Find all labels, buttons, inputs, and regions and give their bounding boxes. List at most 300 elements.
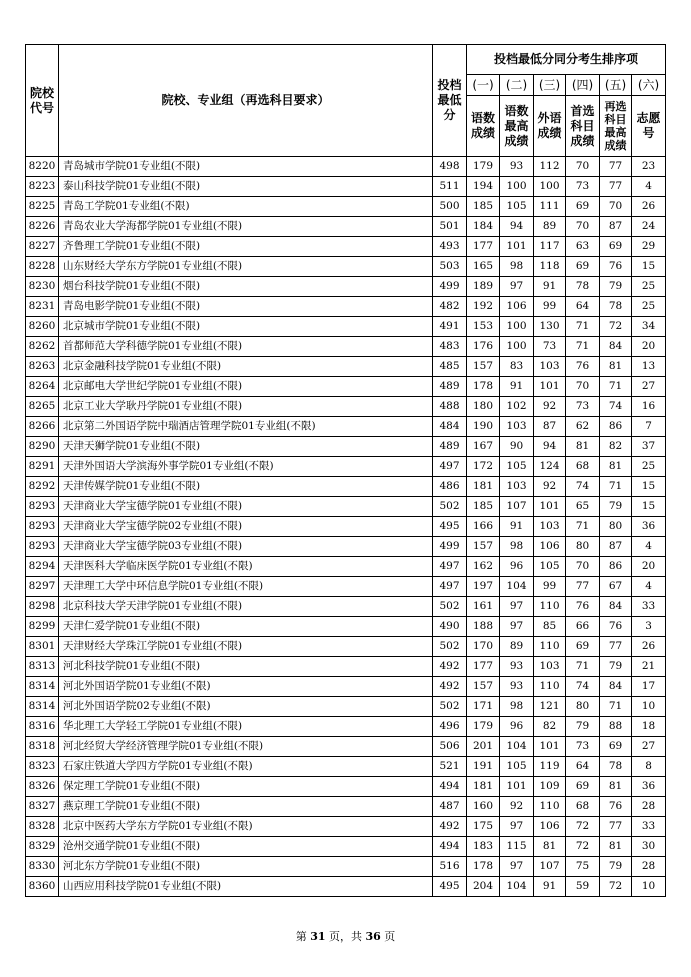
cell-foreign-language-score: 101 — [534, 377, 566, 397]
cell-reselect-highest-score: 79 — [600, 857, 632, 877]
cell-preference-number: 33 — [632, 817, 666, 837]
cell-min-score: 494 — [433, 777, 467, 797]
cell-min-score: 502 — [433, 597, 467, 617]
cell-preference-number: 21 — [632, 657, 666, 677]
cell-reselect-highest-score: 76 — [600, 617, 632, 637]
cell-foreign-language-score: 101 — [534, 497, 566, 517]
cell-chinese-math-highest: 93 — [500, 677, 534, 697]
cell-school-group: 河北东方学院01专业组(不限) — [59, 857, 433, 877]
cell-min-score: 502 — [433, 497, 467, 517]
cell-chinese-math-score: 185 — [467, 197, 500, 217]
cell-chinese-math-score: 201 — [467, 737, 500, 757]
cell-reselect-highest-score: 81 — [600, 357, 632, 377]
cell-chinese-math-score: 171 — [467, 697, 500, 717]
cell-school-code: 8263 — [26, 357, 59, 377]
cell-chinese-math-score: 170 — [467, 637, 500, 657]
cell-preference-number: 18 — [632, 717, 666, 737]
cell-foreign-language-score: 110 — [534, 597, 566, 617]
cell-chinese-math-highest: 91 — [500, 517, 534, 537]
cell-chinese-math-score: 166 — [467, 517, 500, 537]
footer-suffix: 页 — [380, 930, 396, 943]
cell-foreign-language-score: 103 — [534, 517, 566, 537]
cell-foreign-language-score: 73 — [534, 337, 566, 357]
cell-first-subject-score: 64 — [566, 297, 600, 317]
cell-chinese-math-score: 197 — [467, 577, 500, 597]
cell-preference-number: 20 — [632, 337, 666, 357]
header-rank-number: (三) — [534, 75, 566, 96]
cell-chinese-math-highest: 89 — [500, 637, 534, 657]
cell-first-subject-score: 81 — [566, 437, 600, 457]
cell-first-subject-score: 69 — [566, 777, 600, 797]
cell-first-subject-score: 72 — [566, 837, 600, 857]
cell-school-group: 北京科技大学天津学院01专业组(不限) — [59, 597, 433, 617]
cell-min-score: 482 — [433, 297, 467, 317]
cell-foreign-language-score: 87 — [534, 417, 566, 437]
cell-school-group: 北京第二外国语学院中瑞酒店管理学院01专业组(不限) — [59, 417, 433, 437]
cell-foreign-language-score: 109 — [534, 777, 566, 797]
header-rank-number: (六) — [632, 75, 666, 96]
cell-chinese-math-highest: 106 — [500, 297, 534, 317]
cell-chinese-math-highest: 105 — [500, 757, 534, 777]
cell-chinese-math-highest: 104 — [500, 577, 534, 597]
cell-chinese-math-highest: 103 — [500, 477, 534, 497]
cell-foreign-language-score: 85 — [534, 617, 566, 637]
cell-school-code: 8326 — [26, 777, 59, 797]
cell-school-group: 河北外国语学院02专业组(不限) — [59, 697, 433, 717]
cell-foreign-language-score: 106 — [534, 817, 566, 837]
cell-min-score: 499 — [433, 537, 467, 557]
cell-school-group: 山东财经大学东方学院01专业组(不限) — [59, 257, 433, 277]
cell-chinese-math-highest: 97 — [500, 817, 534, 837]
cell-min-score: 489 — [433, 377, 467, 397]
cell-chinese-math-highest: 104 — [500, 877, 534, 897]
cell-foreign-language-score: 81 — [534, 837, 566, 857]
cell-first-subject-score: 76 — [566, 357, 600, 377]
cell-school-group: 天津财经大学珠江学院01专业组(不限) — [59, 637, 433, 657]
cell-reselect-highest-score: 86 — [600, 557, 632, 577]
table-row — [26, 777, 666, 797]
cell-foreign-language-score: 112 — [534, 157, 566, 177]
cell-chinese-math-score: 153 — [467, 317, 500, 337]
cell-first-subject-score: 76 — [566, 597, 600, 617]
header-rank-item: 语数最高成绩 — [500, 96, 534, 157]
cell-foreign-language-score: 111 — [534, 197, 566, 217]
cell-foreign-language-score: 117 — [534, 237, 566, 257]
header-rank-item: 外语成绩 — [534, 96, 566, 157]
cell-chinese-math-highest: 100 — [500, 337, 534, 357]
cell-chinese-math-score: 162 — [467, 557, 500, 577]
table-row — [26, 417, 666, 437]
cell-school-group: 山西应用科技学院01专业组(不限) — [59, 877, 433, 897]
cell-school-group: 青岛城市学院01专业组(不限) — [59, 157, 433, 177]
table-row — [26, 717, 666, 737]
header-ranking-group: 投档最低分同分考生排序项 — [467, 45, 666, 75]
table-row — [26, 497, 666, 517]
cell-reselect-highest-score: 74 — [600, 397, 632, 417]
cell-school-code: 8290 — [26, 437, 59, 457]
cell-chinese-math-highest: 92 — [500, 797, 534, 817]
cell-chinese-math-highest: 98 — [500, 257, 534, 277]
cell-chinese-math-highest: 97 — [500, 617, 534, 637]
cell-foreign-language-score: 118 — [534, 257, 566, 277]
cell-min-score: 500 — [433, 197, 467, 217]
header-rank-item: 语数成绩 — [467, 96, 500, 157]
cell-chinese-math-score: 189 — [467, 277, 500, 297]
cell-chinese-math-highest: 96 — [500, 717, 534, 737]
cell-school-code: 8223 — [26, 177, 59, 197]
cell-chinese-math-highest: 94 — [500, 217, 534, 237]
cell-school-group: 泰山科技学院01专业组(不限) — [59, 177, 433, 197]
cell-first-subject-score: 69 — [566, 257, 600, 277]
cell-first-subject-score: 68 — [566, 797, 600, 817]
cell-school-code: 8226 — [26, 217, 59, 237]
cell-school-group: 天津商业大学宝德学院03专业组(不限) — [59, 537, 433, 557]
cell-foreign-language-score: 110 — [534, 677, 566, 697]
cell-preference-number: 4 — [632, 177, 666, 197]
cell-foreign-language-score: 100 — [534, 177, 566, 197]
header-rank-item: 首选科目成绩 — [566, 96, 600, 157]
cell-foreign-language-score: 91 — [534, 877, 566, 897]
cell-reselect-highest-score: 79 — [600, 277, 632, 297]
cell-school-group: 烟台科技学院01专业组(不限) — [59, 277, 433, 297]
cell-reselect-highest-score: 79 — [600, 657, 632, 677]
cell-reselect-highest-score: 86 — [600, 417, 632, 437]
table-row — [26, 797, 666, 817]
cell-chinese-math-score: 177 — [467, 657, 500, 677]
cell-first-subject-score: 78 — [566, 277, 600, 297]
cell-preference-number: 34 — [632, 317, 666, 337]
cell-min-score: 484 — [433, 417, 467, 437]
cell-chinese-math-score: 181 — [467, 477, 500, 497]
cell-reselect-highest-score: 71 — [600, 377, 632, 397]
cell-foreign-language-score: 107 — [534, 857, 566, 877]
cell-first-subject-score: 71 — [566, 657, 600, 677]
table-row — [26, 817, 666, 837]
cell-school-group: 石家庄铁道大学四方学院01专业组(不限) — [59, 757, 433, 777]
cell-chinese-math-highest: 97 — [500, 597, 534, 617]
cell-school-code: 8225 — [26, 197, 59, 217]
cell-chinese-math-score: 192 — [467, 297, 500, 317]
cell-school-code: 8231 — [26, 297, 59, 317]
cell-preference-number: 23 — [632, 157, 666, 177]
table-row — [26, 337, 666, 357]
cell-school-group: 天津商业大学宝德学院02专业组(不限) — [59, 517, 433, 537]
cell-reselect-highest-score: 71 — [600, 477, 632, 497]
cell-chinese-math-score: 204 — [467, 877, 500, 897]
cell-first-subject-score: 71 — [566, 517, 600, 537]
cell-preference-number: 8 — [632, 757, 666, 777]
table-row — [26, 257, 666, 277]
cell-school-code: 8323 — [26, 757, 59, 777]
table-row — [26, 737, 666, 757]
cell-min-score: 486 — [433, 477, 467, 497]
table-row — [26, 157, 666, 177]
cell-min-score: 497 — [433, 557, 467, 577]
cell-min-score: 492 — [433, 657, 467, 677]
cell-preference-number: 36 — [632, 517, 666, 537]
table-row — [26, 537, 666, 557]
cell-min-score: 495 — [433, 517, 467, 537]
cell-chinese-math-score: 185 — [467, 497, 500, 517]
table-row — [26, 577, 666, 597]
cell-first-subject-score: 71 — [566, 337, 600, 357]
cell-reselect-highest-score: 87 — [600, 537, 632, 557]
table-row — [26, 657, 666, 677]
cell-foreign-language-score: 82 — [534, 717, 566, 737]
cell-preference-number: 4 — [632, 577, 666, 597]
cell-chinese-math-score: 191 — [467, 757, 500, 777]
header-rank-item: 再选科目最高成绩 — [600, 96, 632, 157]
header-rank-item: 志愿号 — [632, 96, 666, 157]
cell-chinese-math-highest: 98 — [500, 537, 534, 557]
cell-reselect-highest-score: 72 — [600, 317, 632, 337]
cell-reselect-highest-score: 78 — [600, 757, 632, 777]
cell-school-code: 8328 — [26, 817, 59, 837]
cell-first-subject-score: 65 — [566, 497, 600, 517]
cell-chinese-math-score: 160 — [467, 797, 500, 817]
cell-min-score: 506 — [433, 737, 467, 757]
header-rank-number: (二) — [500, 75, 534, 96]
cell-foreign-language-score: 99 — [534, 297, 566, 317]
cell-preference-number: 4 — [632, 537, 666, 557]
cell-reselect-highest-score: 84 — [600, 337, 632, 357]
cell-chinese-math-highest: 91 — [500, 377, 534, 397]
cell-chinese-math-score: 167 — [467, 437, 500, 457]
table-row — [26, 857, 666, 877]
cell-chinese-math-highest: 105 — [500, 197, 534, 217]
cell-foreign-language-score: 106 — [534, 537, 566, 557]
cell-reselect-highest-score: 77 — [600, 177, 632, 197]
cell-first-subject-score: 75 — [566, 857, 600, 877]
cell-first-subject-score: 69 — [566, 197, 600, 217]
table-row — [26, 677, 666, 697]
cell-first-subject-score: 74 — [566, 477, 600, 497]
table-row — [26, 697, 666, 717]
cell-school-group: 天津外国语大学滨海外事学院01专业组(不限) — [59, 457, 433, 477]
cell-first-subject-score: 62 — [566, 417, 600, 437]
cell-chinese-math-score: 178 — [467, 377, 500, 397]
cell-preference-number: 15 — [632, 477, 666, 497]
cell-preference-number: 25 — [632, 457, 666, 477]
cell-min-score: 485 — [433, 357, 467, 377]
cell-school-code: 8298 — [26, 597, 59, 617]
cell-preference-number: 7 — [632, 417, 666, 437]
table-row — [26, 237, 666, 257]
cell-reselect-highest-score: 78 — [600, 297, 632, 317]
cell-first-subject-score: 59 — [566, 877, 600, 897]
table-row — [26, 277, 666, 297]
cell-chinese-math-score: 181 — [467, 777, 500, 797]
cell-chinese-math-score: 157 — [467, 537, 500, 557]
cell-preference-number: 30 — [632, 837, 666, 857]
cell-foreign-language-score: 130 — [534, 317, 566, 337]
cell-min-score: 516 — [433, 857, 467, 877]
footer-prefix: 第 — [295, 930, 311, 943]
cell-chinese-math-score: 176 — [467, 337, 500, 357]
cell-chinese-math-score: 172 — [467, 457, 500, 477]
cell-reselect-highest-score: 84 — [600, 597, 632, 617]
cell-foreign-language-score: 91 — [534, 277, 566, 297]
cell-reselect-highest-score: 84 — [600, 677, 632, 697]
cell-first-subject-score: 70 — [566, 557, 600, 577]
cell-first-subject-score: 80 — [566, 697, 600, 717]
table-row — [26, 877, 666, 897]
cell-preference-number: 36 — [632, 777, 666, 797]
table-row — [26, 197, 666, 217]
cell-foreign-language-score: 89 — [534, 217, 566, 237]
cell-first-subject-score: 77 — [566, 577, 600, 597]
cell-school-group: 青岛农业大学海都学院01专业组(不限) — [59, 217, 433, 237]
header-rank-number: (一) — [467, 75, 500, 96]
cell-preference-number: 15 — [632, 257, 666, 277]
table-row — [26, 217, 666, 237]
cell-school-code: 8318 — [26, 737, 59, 757]
cell-min-score: 489 — [433, 437, 467, 457]
cell-chinese-math-score: 184 — [467, 217, 500, 237]
cell-school-group: 天津传媒学院01专业组(不限) — [59, 477, 433, 497]
cell-chinese-math-highest: 102 — [500, 397, 534, 417]
cell-preference-number: 29 — [632, 237, 666, 257]
cell-preference-number: 27 — [632, 737, 666, 757]
cell-reselect-highest-score: 80 — [600, 517, 632, 537]
cell-first-subject-score: 66 — [566, 617, 600, 637]
cell-first-subject-score: 69 — [566, 637, 600, 657]
cell-chinese-math-score: 179 — [467, 717, 500, 737]
cell-min-score: 502 — [433, 637, 467, 657]
cell-school-group: 天津商业大学宝德学院01专业组(不限) — [59, 497, 433, 517]
cell-foreign-language-score: 110 — [534, 637, 566, 657]
cell-first-subject-score: 70 — [566, 157, 600, 177]
current-page-number: 31 — [310, 930, 326, 943]
cell-chinese-math-highest: 93 — [500, 657, 534, 677]
cell-foreign-language-score: 103 — [534, 657, 566, 677]
cell-preference-number: 25 — [632, 297, 666, 317]
cell-reselect-highest-score: 81 — [600, 457, 632, 477]
cell-foreign-language-score: 110 — [534, 797, 566, 817]
cell-min-score: 493 — [433, 237, 467, 257]
cell-chinese-math-highest: 103 — [500, 417, 534, 437]
cell-first-subject-score: 64 — [566, 757, 600, 777]
cell-reselect-highest-score: 77 — [600, 157, 632, 177]
cell-min-score: 492 — [433, 677, 467, 697]
cell-school-code: 8227 — [26, 237, 59, 257]
cell-school-group: 河北科技学院01专业组(不限) — [59, 657, 433, 677]
cell-chinese-math-highest: 107 — [500, 497, 534, 517]
cell-school-code: 8265 — [26, 397, 59, 417]
cell-chinese-math-highest: 97 — [500, 857, 534, 877]
cell-chinese-math-highest: 104 — [500, 737, 534, 757]
cell-school-group: 保定理工学院01专业组(不限) — [59, 777, 433, 797]
cell-reselect-highest-score: 77 — [600, 637, 632, 657]
cell-chinese-math-highest: 90 — [500, 437, 534, 457]
cell-reselect-highest-score: 71 — [600, 697, 632, 717]
page-footer — [0, 928, 691, 944]
cell-min-score: 501 — [433, 217, 467, 237]
cell-first-subject-score: 73 — [566, 397, 600, 417]
cell-reselect-highest-score: 87 — [600, 217, 632, 237]
cell-preference-number: 13 — [632, 357, 666, 377]
cell-first-subject-score: 73 — [566, 737, 600, 757]
cell-min-score: 497 — [433, 577, 467, 597]
cell-preference-number: 24 — [632, 217, 666, 237]
cell-chinese-math-highest: 115 — [500, 837, 534, 857]
cell-first-subject-score: 73 — [566, 177, 600, 197]
cell-preference-number: 25 — [632, 277, 666, 297]
cell-min-score: 488 — [433, 397, 467, 417]
cell-school-group: 天津仁爱学院01专业组(不限) — [59, 617, 433, 637]
cell-school-code: 8228 — [26, 257, 59, 277]
cell-first-subject-score: 74 — [566, 677, 600, 697]
cell-school-code: 8314 — [26, 697, 59, 717]
table-row — [26, 297, 666, 317]
cell-chinese-math-highest: 100 — [500, 177, 534, 197]
cell-preference-number: 28 — [632, 797, 666, 817]
header-school-code: 院校代号 — [26, 45, 59, 157]
cell-chinese-math-highest: 83 — [500, 357, 534, 377]
table-row — [26, 397, 666, 417]
table-row — [26, 457, 666, 477]
cell-min-score: 494 — [433, 837, 467, 857]
cell-chinese-math-highest: 100 — [500, 317, 534, 337]
cell-school-code: 8293 — [26, 497, 59, 517]
cell-school-group: 北京邮电大学世纪学院01专业组(不限) — [59, 377, 433, 397]
cell-chinese-math-score: 157 — [467, 677, 500, 697]
admission-score-table — [25, 44, 666, 897]
cell-min-score: 487 — [433, 797, 467, 817]
cell-first-subject-score: 79 — [566, 717, 600, 737]
cell-reselect-highest-score: 88 — [600, 717, 632, 737]
cell-chinese-math-highest: 96 — [500, 557, 534, 577]
table-row — [26, 617, 666, 637]
cell-school-code: 8293 — [26, 517, 59, 537]
cell-chinese-math-score: 190 — [467, 417, 500, 437]
cell-first-subject-score: 80 — [566, 537, 600, 557]
cell-chinese-math-score: 179 — [467, 157, 500, 177]
cell-first-subject-score: 70 — [566, 217, 600, 237]
cell-foreign-language-score: 124 — [534, 457, 566, 477]
cell-school-code: 8301 — [26, 637, 59, 657]
cell-chinese-math-score: 165 — [467, 257, 500, 277]
footer-middle: 页，共 — [325, 930, 366, 943]
cell-school-code: 8266 — [26, 417, 59, 437]
cell-first-subject-score: 63 — [566, 237, 600, 257]
cell-reselect-highest-score: 81 — [600, 777, 632, 797]
table-header — [26, 45, 666, 157]
cell-preference-number: 28 — [632, 857, 666, 877]
cell-school-code: 8230 — [26, 277, 59, 297]
cell-reselect-highest-score: 70 — [600, 197, 632, 217]
cell-reselect-highest-score: 69 — [600, 737, 632, 757]
cell-preference-number: 26 — [632, 637, 666, 657]
cell-chinese-math-highest: 97 — [500, 277, 534, 297]
cell-school-group: 北京中医药大学东方学院01专业组(不限) — [59, 817, 433, 837]
cell-first-subject-score: 70 — [566, 377, 600, 397]
cell-preference-number: 20 — [632, 557, 666, 577]
cell-preference-number: 10 — [632, 877, 666, 897]
cell-school-code: 8264 — [26, 377, 59, 397]
cell-chinese-math-score: 177 — [467, 237, 500, 257]
cell-school-group: 北京金融科技学院01专业组(不限) — [59, 357, 433, 377]
cell-min-score: 483 — [433, 337, 467, 357]
cell-school-code: 8330 — [26, 857, 59, 877]
cell-foreign-language-score: 119 — [534, 757, 566, 777]
cell-school-code: 8292 — [26, 477, 59, 497]
cell-preference-number: 10 — [632, 697, 666, 717]
cell-school-group: 华北理工大学轻工学院01专业组(不限) — [59, 717, 433, 737]
cell-min-score: 521 — [433, 757, 467, 777]
cell-min-score: 491 — [433, 317, 467, 337]
cell-school-code: 8313 — [26, 657, 59, 677]
